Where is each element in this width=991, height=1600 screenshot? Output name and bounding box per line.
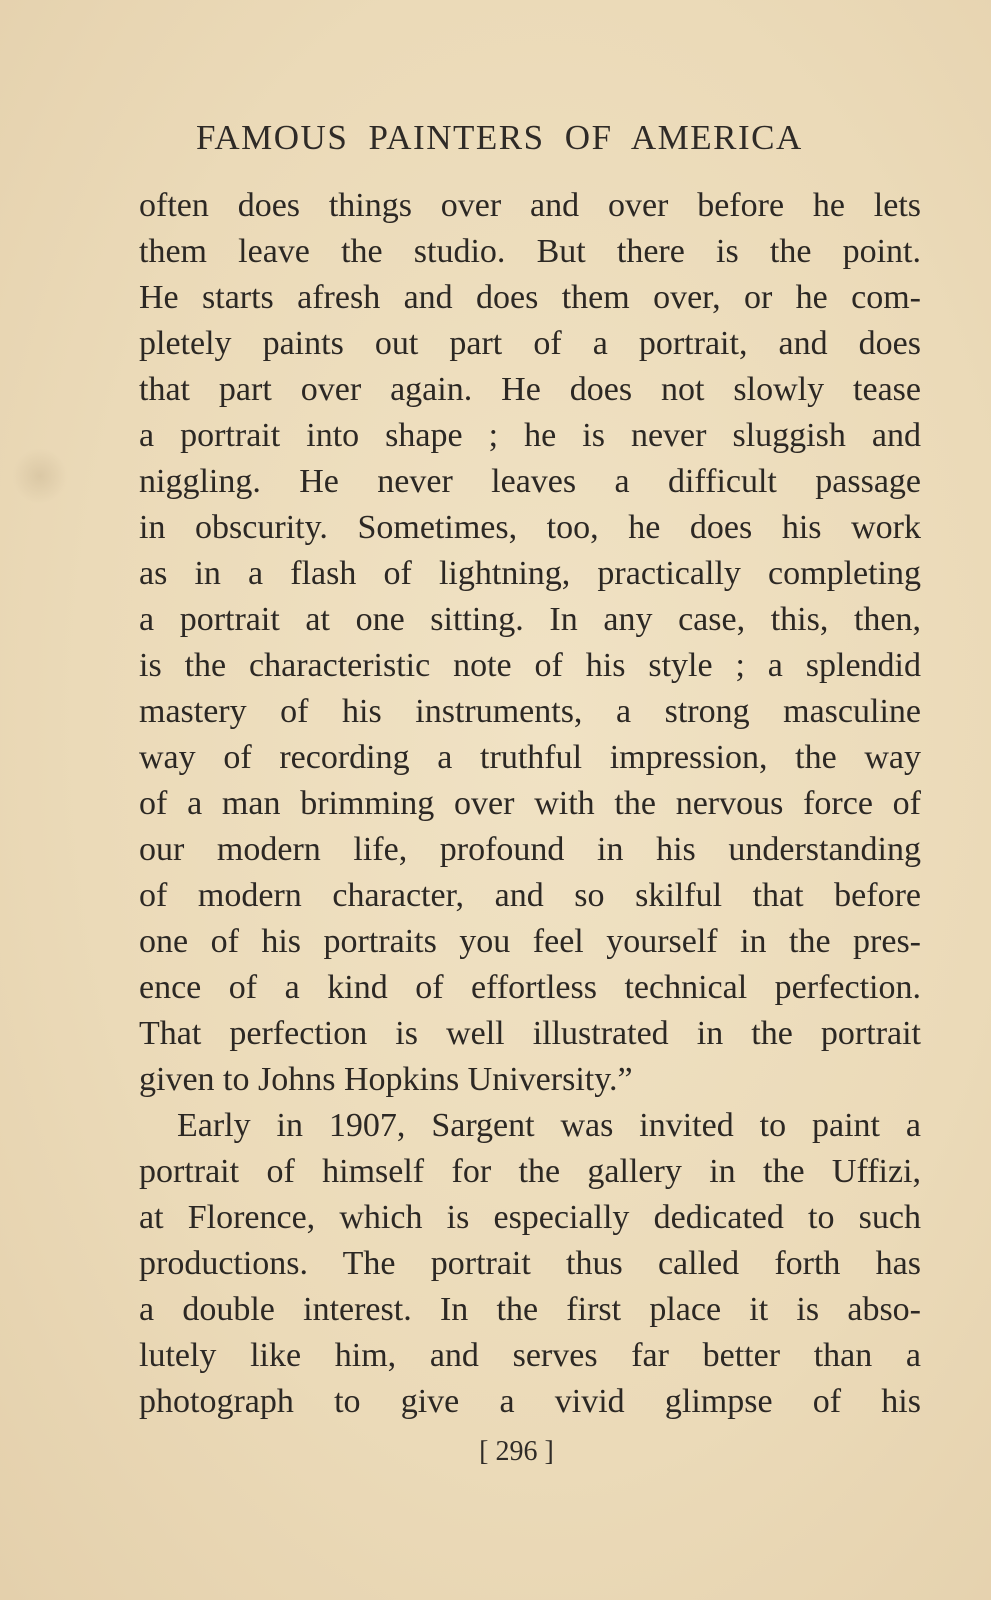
text-line: at Florence, which is especially dedicated to such	[139, 1199, 921, 1236]
text-line: them leave the studio. But there is the point.	[139, 233, 921, 270]
text-line: one of his portraits you feel yourself in the pres-	[139, 923, 921, 960]
text-line: often does things over and over before he lets	[139, 187, 921, 224]
text-line: as in a flash of lightning, practically completing	[139, 555, 921, 592]
running-head: FAMOUS PAINTERS OF AMERICA	[196, 118, 803, 157]
text-line: ence of a kind of effortless technical perfection.	[139, 969, 921, 1006]
text-line: lutely like him, and serves far better than a	[139, 1337, 921, 1374]
text-line: given to Johns Hopkins University.”	[139, 1061, 633, 1098]
text-line: way of recording a truthful impression, the way	[139, 739, 921, 776]
text-line: niggling. He never leaves a difficult passage	[139, 463, 921, 500]
text-line: He starts afresh and does them over, or he com-	[139, 279, 921, 316]
text-line: photograph to give a vivid glimpse of his	[139, 1383, 921, 1420]
text-line: That perfection is well illustrated in the portrait	[139, 1015, 921, 1052]
text-line: pletely paints out part of a portrait, and does	[139, 325, 921, 362]
text-line: mastery of his instruments, a strong masculine	[139, 693, 921, 730]
text-line: a double interest. In the first place it is abso-	[139, 1291, 921, 1328]
text-line: is the characteristic note of his style ; a splendid	[139, 647, 921, 684]
text-line: in obscurity. Sometimes, too, he does his work	[139, 509, 921, 546]
text-line: a portrait at one sitting. In any case, this, then,	[139, 601, 921, 638]
body-text	[139, 183, 921, 1425]
text-line: of modern character, and so skilful that before	[139, 877, 921, 914]
text-line: Early in 1907, Sargent was invited to paint a	[177, 1107, 921, 1144]
page-stain	[12, 448, 68, 504]
text-line: of a man brimming over with the nervous force of	[139, 785, 921, 822]
text-line: a portrait into shape ; he is never sluggish and	[139, 417, 921, 454]
page-number: [ 296 ]	[479, 1436, 554, 1467]
text-line: that part over again. He does not slowly tease	[139, 371, 921, 408]
text-line: portrait of himself for the gallery in the Uffizi,	[139, 1153, 921, 1190]
text-line: productions. The portrait thus called forth has	[139, 1245, 921, 1282]
text-line: our modern life, profound in his understanding	[139, 831, 921, 868]
